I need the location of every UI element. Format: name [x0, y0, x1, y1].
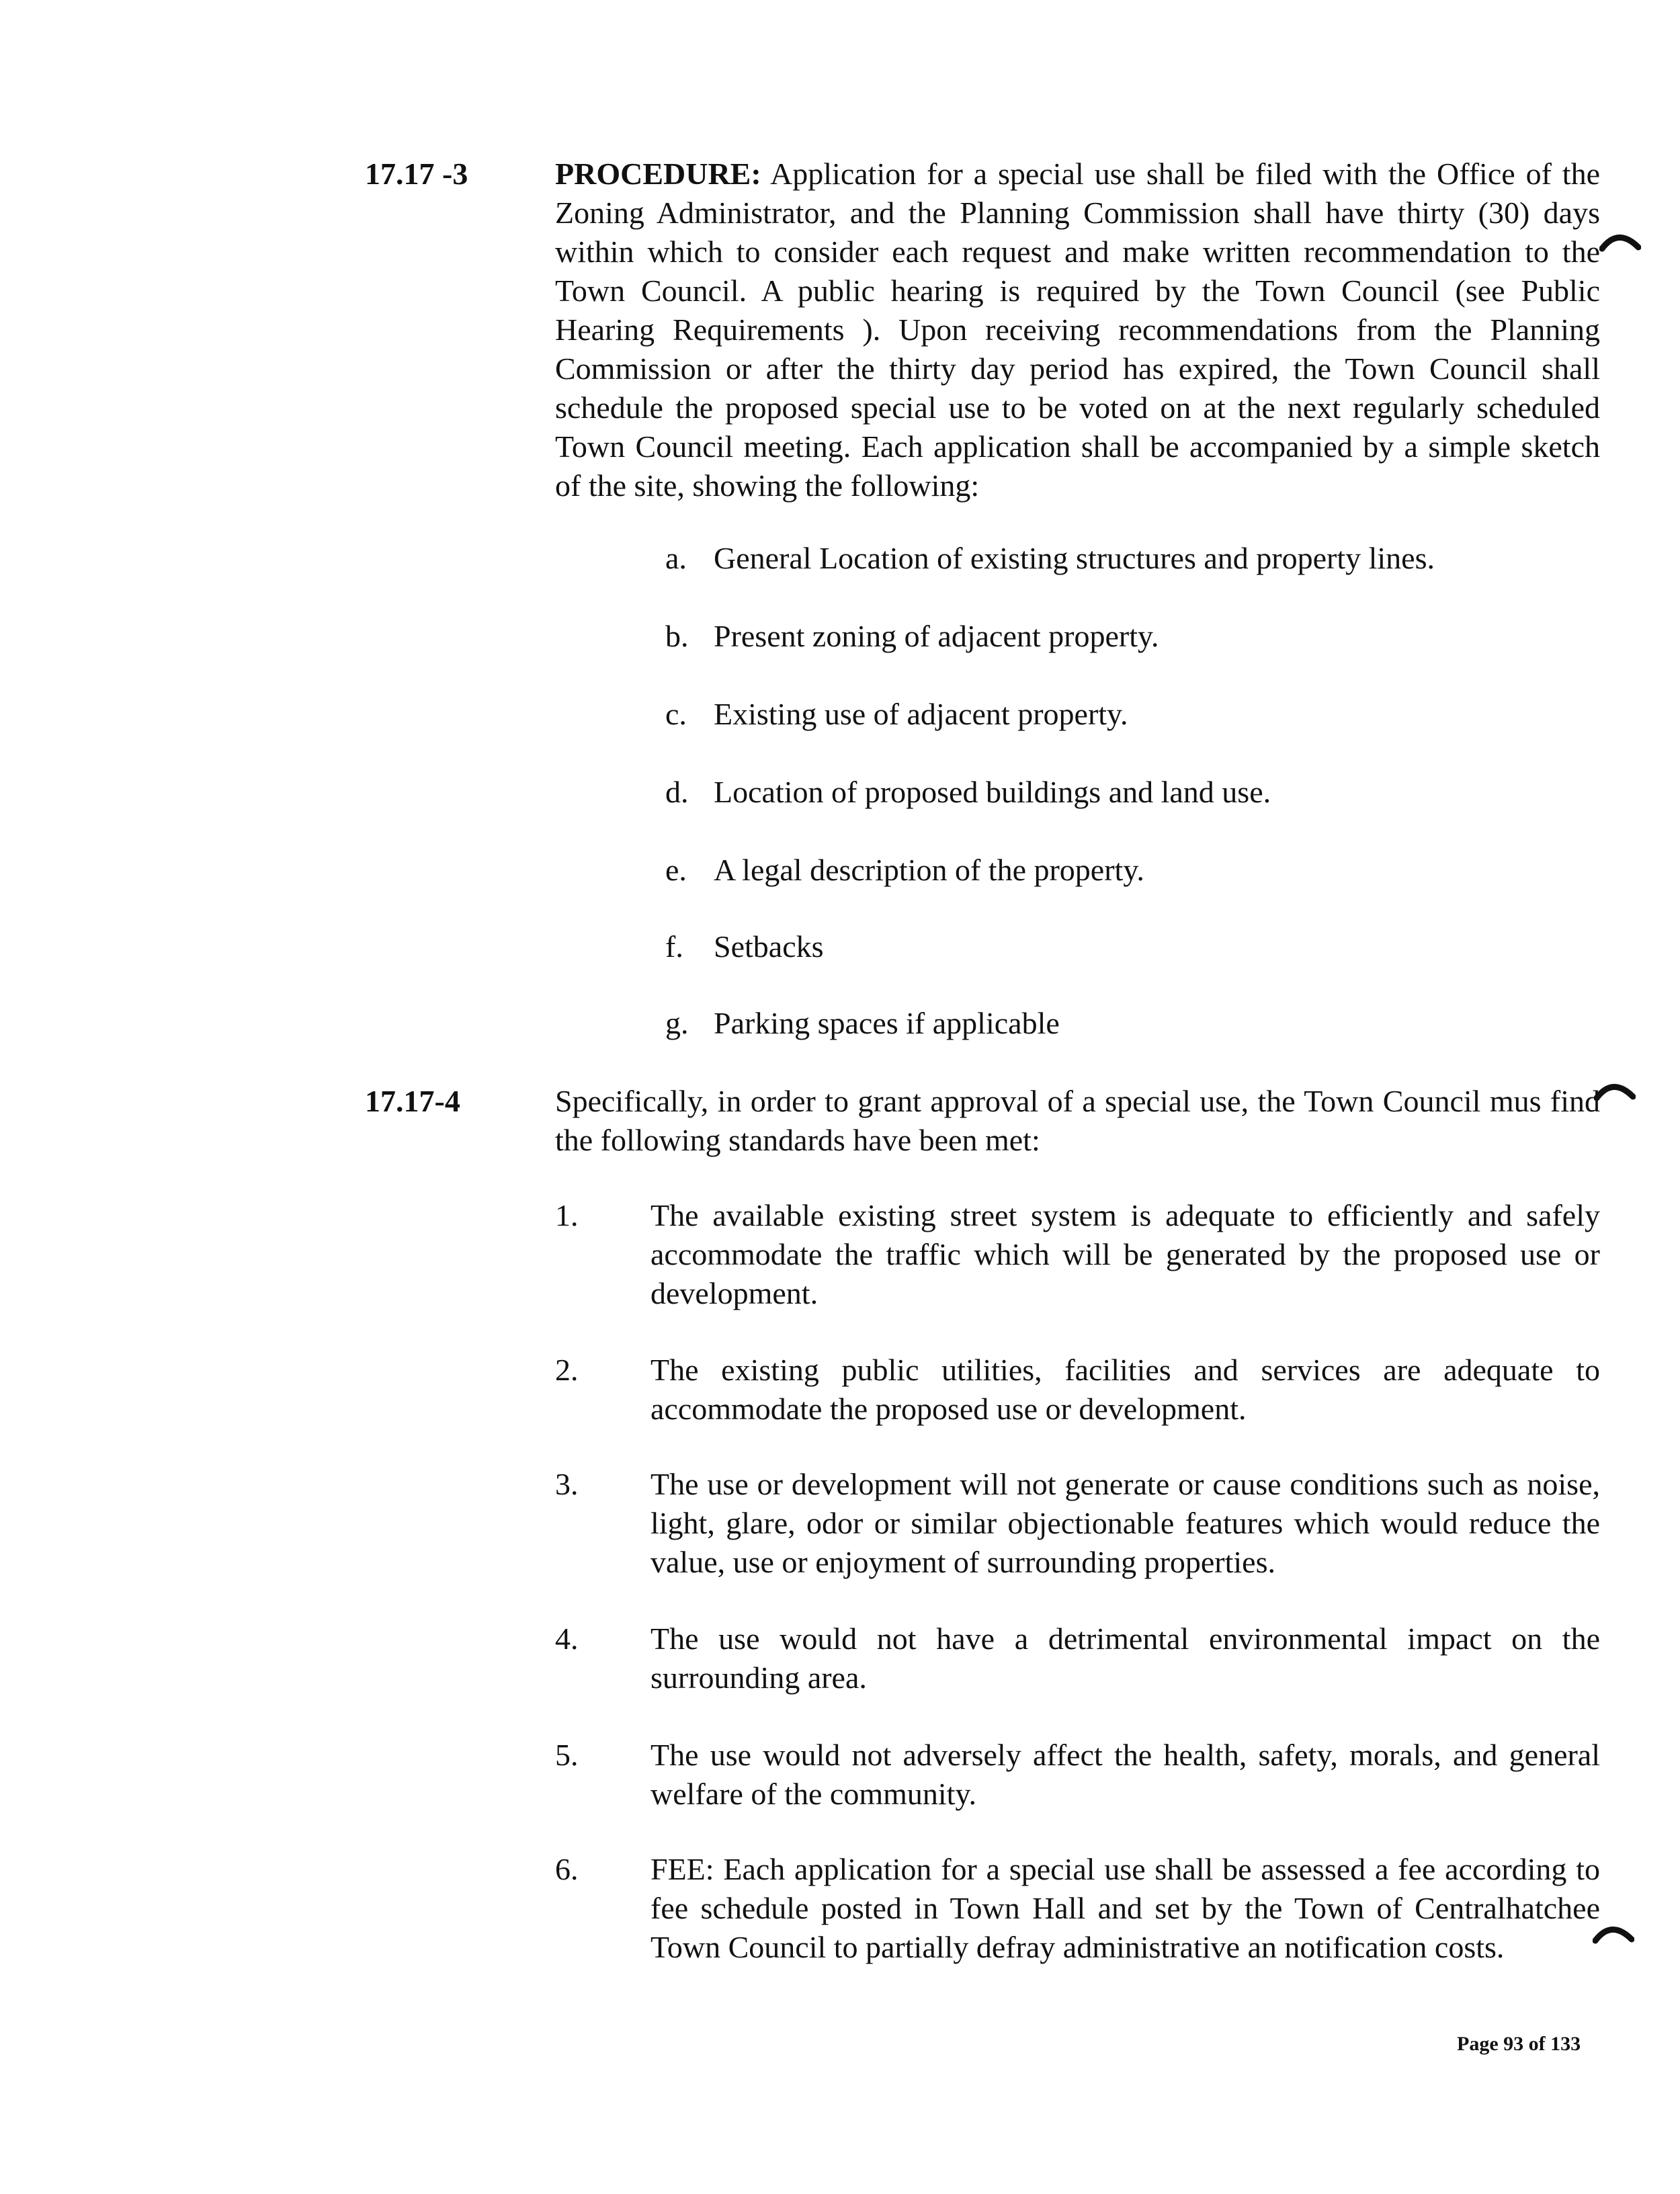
list-item-text: Setbacks [714, 929, 824, 964]
list-marker: 2. [555, 1353, 579, 1387]
section-lead: PROCEDURE: [555, 157, 761, 191]
list-marker: a. [665, 541, 687, 575]
list-item [555, 1351, 1600, 1429]
list-item-text: Present zoning of adjacent property. [714, 619, 1159, 653]
section-paragraph [555, 155, 1600, 505]
scan-artifact-icon [1594, 1077, 1636, 1103]
list-item-text: General Location of existing structures and property lines. [714, 541, 1435, 575]
list-item [665, 851, 1144, 890]
section-number: 17.17 -3 [365, 157, 468, 191]
list-item-text: The use would not adversely affect the health, safety, morals, and general welfare of the community. [650, 1738, 1600, 1811]
list-item-text: The available existing street system is adequate to efficiently and safely accommodate the traffic which will be generated by the proposed use or development. [650, 1198, 1600, 1310]
scan-artifact-icon [1593, 1919, 1634, 1946]
list-item-text: Existing use of adjacent property. [714, 697, 1128, 731]
list-item [555, 1850, 1600, 1967]
list-item-text: The existing public utilities, facilities and services are adequate to accommodate the proposed use or development. [650, 1353, 1600, 1426]
list-item-text: A legal description of the property. [714, 853, 1144, 887]
list-item-text: Parking spaces if applicable [714, 1006, 1060, 1040]
list-marker: f. [665, 929, 683, 964]
list-marker: 4. [555, 1621, 579, 1656]
list-item [665, 695, 1128, 734]
list-marker: e. [665, 853, 687, 887]
section-text: Application for a special use shall be filed with the Office of the Zoning Administrator, and the Planning Commission shall have thirty (30) days within which to consider each request and make written recommendation to the Town Council. A public hearing is required by the Town Council (see Public Hearing Requirements ). Upon receiving recommendations from the Planning Commission or after the thirty day period has expired, the Town Council shall schedule the proposed special use to be voted on at the next regularly scheduled Town Council meeting. Each application shall be accompanied by a simple sketch of the site, showing the following: [555, 157, 1600, 503]
list-marker: d. [665, 775, 689, 809]
list-item-text: FEE: Each application for a special use shall be assessed a fee according to fee schedule posted in Town Hall and set by the Town of Centralhatchee Town Council to partially defray administrative an notification costs. [650, 1852, 1600, 1964]
list-item [555, 1736, 1600, 1814]
list-item [665, 1004, 1060, 1043]
list-item [665, 927, 824, 966]
page-number: Page 93 of 133 [1457, 2033, 1581, 2055]
list-marker: g. [665, 1006, 689, 1040]
list-marker: 5. [555, 1738, 579, 1772]
list-marker: c. [665, 697, 687, 731]
scan-artifact-icon [1599, 227, 1641, 254]
list-item [555, 1465, 1600, 1582]
list-marker: b. [665, 619, 689, 653]
list-item [665, 617, 1159, 656]
list-marker: 3. [555, 1467, 579, 1501]
list-marker: 6. [555, 1852, 579, 1886]
list-item-text: Location of proposed buildings and land use. [714, 775, 1271, 809]
list-item [555, 1196, 1600, 1313]
section-paragraph: Specifically, in order to grant approval of a special use, the Town Council mus find the following standards have been met: [555, 1084, 1600, 1157]
list-item [665, 539, 1435, 578]
list-item [555, 1619, 1600, 1697]
section-number: 17.17-4 [365, 1084, 460, 1118]
list-item-text: The use or development will not generate or cause conditions such as noise, light, glare, odor or similar objectionable features which would reduce the value, use or enjoyment of surrounding properties. [650, 1467, 1600, 1579]
list-marker: 1. [555, 1198, 579, 1232]
list-item-text: The use would not have a detrimental environmental impact on the surrounding area. [650, 1621, 1600, 1695]
list-item [665, 773, 1271, 812]
